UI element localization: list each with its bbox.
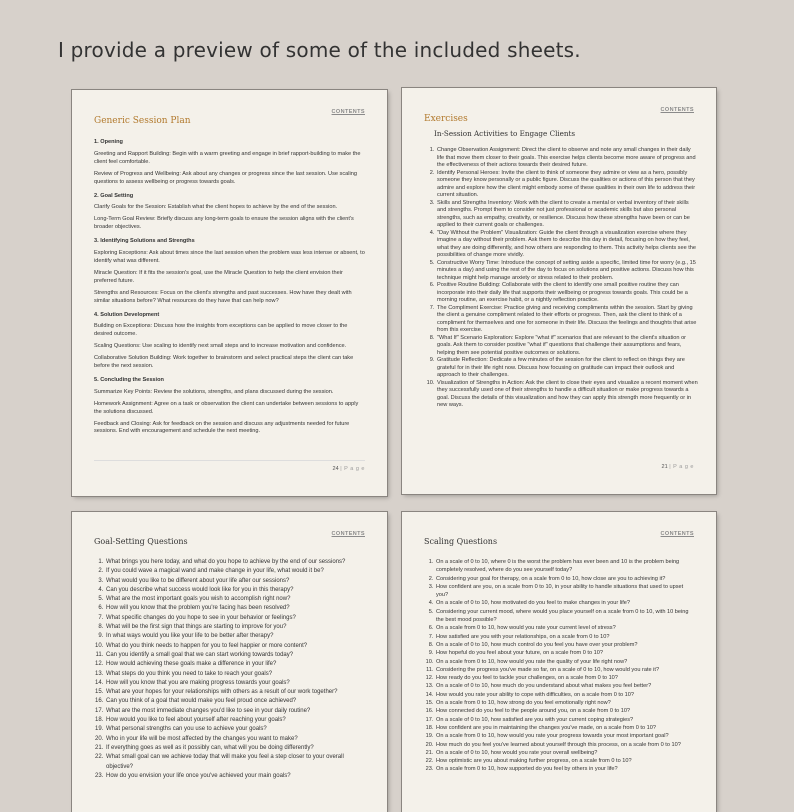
list-item: 14. How would you rate your ability to cope with difficulties, on a scale from 0 to 10? — [435, 691, 694, 699]
page-number-value: 24 — [332, 466, 339, 472]
list-item: 23. On a scale from 0 to 10, how supported do you feel by others in your life? — [435, 765, 694, 773]
list-item: 11. Can you identify a small goal that we can start working towards today? — [105, 651, 363, 660]
list-item: 21. If everything goes as well as it possibly can, what will you be doing differently? — [105, 744, 363, 753]
list-item: 1. What brings you here today, and what do you hope to achieve by the end of our sessions? — [105, 558, 363, 567]
list-item: 8. On a scale of 0 to 10, how much control do you feel you have over your problem? — [435, 641, 694, 649]
list-item: 2. If you could wave a magical wand and make change in your life, what would it be? — [105, 567, 363, 576]
list-item: 8. What will be the first sign that things are starting to improve for you? — [105, 623, 363, 632]
section-paragraph: Clarify Goals for the Session: Establish what the client hopes to achieve by the end of the session. — [94, 204, 338, 211]
list-item: 10. What do you think needs to happen for you to feel happier or more content? — [105, 642, 363, 651]
list-item: 3. Skills and Strengths Inventory: Work with the client to create a mental or verbal inventory of their skills and strengths. Prompt them to consider not just professional or academic skills but also personal strengths, such as empathy, creativity, or resilience. Discuss how these strengths have been or can be applied to their current goals or challenges. — [436, 200, 698, 230]
list-item: 10. On a scale from 0 to 10, how would you rate the quality of your life right now? — [435, 658, 694, 666]
sheet-title: Generic Session Plan — [94, 116, 191, 126]
list-item: 20. Who in your life will be most affected by the changes you want to make? — [105, 735, 363, 744]
list-item: 16. Can you think of a goal that would make you feel proud once achieved? — [105, 697, 363, 706]
section-paragraph: Review of Progress and Wellbeing: Ask about any changes or progress since the last session. Use scaling questions to assess wellbeing or progress towards goals. — [94, 170, 357, 185]
list-item: 6. On a scale from 0 to 10, how would you rate your current level of stress? — [435, 624, 694, 632]
list-item: 1. On a scale of 0 to 10, where 0 is the worst the problem has ever been and 10 is the problem being completely resolved, where do you see yourself today? — [435, 558, 694, 575]
list-item: 7. How satisfied are you with your relationships, on a scale from 0 to 10? — [435, 633, 694, 641]
section-paragraph: Feedback and Closing: Ask for feedback on the session and discuss any adjustments needed for future sessions. End with encouragement and schedule the next meeting. — [94, 420, 350, 435]
question-list — [422, 558, 694, 774]
list-item: 14. How will you know that you are making progress towards your goals? — [105, 679, 363, 688]
list-item: 3. How confident are you, on a scale from 0 to 10, in your ability to handle situations that used to upset you? — [435, 583, 694, 600]
section-paragraph: Miracle Question: If it fits the session's goal, use the Miracle Question to help the client envision their preferred future. — [94, 269, 343, 284]
list-item: 13. What steps do you think you need to take to reach your goals? — [105, 670, 363, 679]
section-paragraph: Exploring Exceptions: Ask about times since the last session when the problem was less intense or absent, to identify what was different. — [94, 250, 365, 264]
list-item: 4. On a scale of 0 to 10, how motivated do you feel to make changes in your life? — [435, 599, 694, 607]
list-item: 5. Considering your current mood, where would you place yourself on a scale from 0 to 10, with 10 being the best mood possible? — [435, 608, 694, 625]
contents-link[interactable]: CONTENTS — [331, 109, 365, 115]
list-item: 15. What are your hopes for your relationships with others as a result of our work together? — [105, 688, 363, 697]
list-item: 10. Visualization of Strengths in Action: Ask the client to close their eyes and visualize a recent moment when they successfully used one of their strengths to handle a difficult situation or make progress towards a goal. Discuss the details of this visualization and how they can apply this strength more frequently or in new ways. — [436, 380, 698, 410]
list-item: 4. Can you describe what success would look like for you in this therapy? — [105, 586, 363, 595]
page-label: | P a g e — [340, 466, 365, 472]
list-item: 19. On a scale from 0 to 10, how would you rate your progress towards your most important goal? — [435, 732, 694, 740]
list-item: 13. On a scale of 0 to 10, how much do you understand about what makes you feel better? — [435, 682, 694, 690]
list-item: 9. In what ways would you like your life to be better after therapy? — [105, 632, 363, 641]
sheet-body — [94, 139, 367, 436]
sheet-subtitle: In-Session Activities to Engage Clients — [434, 129, 576, 138]
list-item: 22. What small goal can we achieve today that will make you feel a step closer to your overall objective? — [105, 753, 363, 772]
page-number — [333, 466, 365, 472]
list-item: 12. How ready do you feel to tackle your challenges, on a scale from 0 to 10? — [435, 674, 694, 682]
contents-link[interactable]: CONTENTS — [660, 531, 694, 537]
list-item: 22. How optimistic are you about making further progress, on a scale from 0 to 10? — [435, 757, 694, 765]
question-list — [92, 558, 363, 781]
section-paragraph: Scaling Questions: Use scaling to identify next small steps and to increase motivation and confidence. — [94, 343, 347, 350]
list-item: 5. Constructive Worry Time: Introduce the concept of setting aside a specific, limited time for worry (e.g., 15 minutes a day) and using the rest of the day to focus on solutions and positive actions. Discuss how this technique might help manage anxiety or stress related to their problem. — [436, 260, 698, 283]
list-item: 9. How hopeful do you feel about your future, on a scale from 0 to 10? — [435, 649, 694, 657]
section-paragraph: Greeting and Rapport Building: Begin with a warm greeting and engage in brief rapport-building to make the client feel comfortable. — [94, 150, 361, 165]
list-item: 16. How connected do you feel to the people around you, on a scale from 0 to 10? — [435, 707, 694, 715]
page-header: I provide a preview of some of the included sheets. — [58, 38, 581, 62]
list-item: 6. Positive Routine Building: Collaborate with the client to identify one small positive routine they can incorporate into their daily life that supports their wellbeing or progress towards goals. This could be a morning routine, an exercise habit, or a nightly reflection practice. — [436, 282, 698, 305]
list-item: 12. How would achieving these goals make a difference in your life? — [105, 660, 363, 669]
section-paragraph: Homework Assignment: Agree on a task or observation the client can undertake between sessions to apply the solutions discussed. — [94, 400, 359, 415]
section-paragraph: Strengths and Resources: Focus on the client's strengths and past successes. How have they dealt with similar situations before? What resources do they have that can help now? — [94, 289, 352, 304]
section-paragraph: Long-Term Goal Review: Briefly discuss any long-term goals to ensure the session aligns with the client's broader objectives. — [94, 216, 354, 231]
section-heading: 2. Goal Setting — [94, 192, 134, 199]
list-item: 4. "Day Without the Problem" Visualization: Guide the client through a visualization exercise where they imagine a day without their problem. Ask them to describe this day in detail, focusing on how they feel, what they are doing differently, and how others are responding to them. This activity helps clients see the possibilities of change more vividly. — [436, 230, 698, 260]
page-number-value: 21 — [661, 464, 668, 470]
list-item: 2. Identify Personal Heroes: Invite the client to think of someone they admire or view as a hero, possibly someone they know personally or a public figure. Discuss the qualities or actions of this person that they admire and explore how the client might embody some of these qualities in their own life to address their current situation. — [436, 170, 698, 200]
list-item: 9. Gratitude Reflection: Dedicate a few minutes of the session for the client to reflect on things they are grateful for in their life right now. Discuss how focusing on gratitude can impact their outlook and approach to their challenges. — [436, 357, 698, 380]
section-paragraph: Summarize Key Points: Review the solutions, strengths, and plans discussed during the session. — [94, 388, 334, 395]
list-item: 5. What are the most important goals you wish to accomplish right now? — [105, 595, 363, 604]
list-item: 20. How much do you feel you've learned about yourself through this process, on a scale from 0 to 10? — [435, 741, 694, 749]
sheet-scaling-questions — [402, 512, 716, 812]
list-item: 17. On a scale of 0 to 10, how satisfied are you with your current coping strategies? — [435, 716, 694, 724]
sheet-title: Scaling Questions — [424, 537, 498, 546]
section-heading: 3. Identifying Solutions and Strengths — [94, 238, 195, 245]
exercise-list — [424, 147, 698, 410]
section-paragraph: Collaborative Solution Building: Work together to brainstorm and select practical steps the client can take before the next session. — [94, 355, 354, 370]
list-item: 2. Considering your goal for therapy, on a scale from 0 to 10, how close are you to achieving it? — [435, 575, 694, 583]
page-label: | P a g e — [669, 464, 694, 470]
page-number — [662, 464, 694, 470]
list-item: 15. On a scale from 0 to 10, how strong do you feel emotionally right now? — [435, 699, 694, 707]
sheet-generic-session-plan — [72, 90, 387, 496]
sheet-title: Exercises — [424, 114, 468, 124]
list-item: 7. What specific changes do you hope to see in your behavior or feelings? — [105, 614, 363, 623]
list-item: 11. Considering the progress you've made so far, on a scale of 0 to 10, how would you rate it? — [435, 666, 694, 674]
section-heading: 5. Concluding the Session — [94, 376, 164, 383]
list-item: 17. What are the most immediate changes you'd like to see in your daily routine? — [105, 707, 363, 716]
sheet-exercises — [402, 88, 716, 494]
list-item: 7. The Compliment Exercise: Practice giving and receiving compliments within the session. Start by giving the client a genuine compliment related to their efforts or progress. Then, ask the client to think of a compliment for themselves and one for someone in their life. Discuss the feelings and thoughts that arise from this exercise. — [436, 305, 698, 335]
list-item: 3. What would you like to be different about your life after our sessions? — [105, 577, 363, 586]
list-item: 6. How will you know that the problem you're facing has been resolved? — [105, 604, 363, 613]
section-paragraph: Building on Exceptions: Discuss how the insights from exceptions can be applied to move closer to the desired outcome. — [94, 323, 348, 338]
list-item: 18. How would you like to feel about yourself after reaching your goals? — [105, 716, 363, 725]
section-heading: 1. Opening — [94, 139, 123, 145]
contents-link[interactable]: CONTENTS — [331, 531, 365, 537]
sheet-title: Goal-Setting Questions — [94, 537, 188, 546]
list-item: 8. "What If" Scenario Exploration: Explore "what if" scenarios that are relevant to the client's situation or goals. Ask them to consider positive "what if" questions that challenge their assumptions and fears, helping them see potential positive outcomes or solutions. — [436, 335, 698, 358]
section-heading: 4. Solution Development — [94, 311, 160, 318]
footer-divider — [94, 460, 365, 461]
list-item: 1. Change Observation Assignment: Direct the client to observe and note any small changes in their daily life that move them closer to their goals. This exercise helps clients become more aware of progress and the effectiveness of their actions towards their desired future. — [436, 147, 698, 170]
list-item: 21. On a scale of 0 to 10, how would you rate your overall wellbeing? — [435, 749, 694, 757]
list-item: 23. How do you envision your life once you've achieved your main goals? — [105, 772, 363, 781]
sheet-goal-setting-questions — [72, 512, 387, 812]
list-item: 18. How confident are you in maintaining the changes you've made, on a scale from 0 to 10? — [435, 724, 694, 732]
list-item: 19. What personal strengths can you use to achieve your goals? — [105, 725, 363, 734]
contents-link[interactable]: CONTENTS — [660, 107, 694, 113]
